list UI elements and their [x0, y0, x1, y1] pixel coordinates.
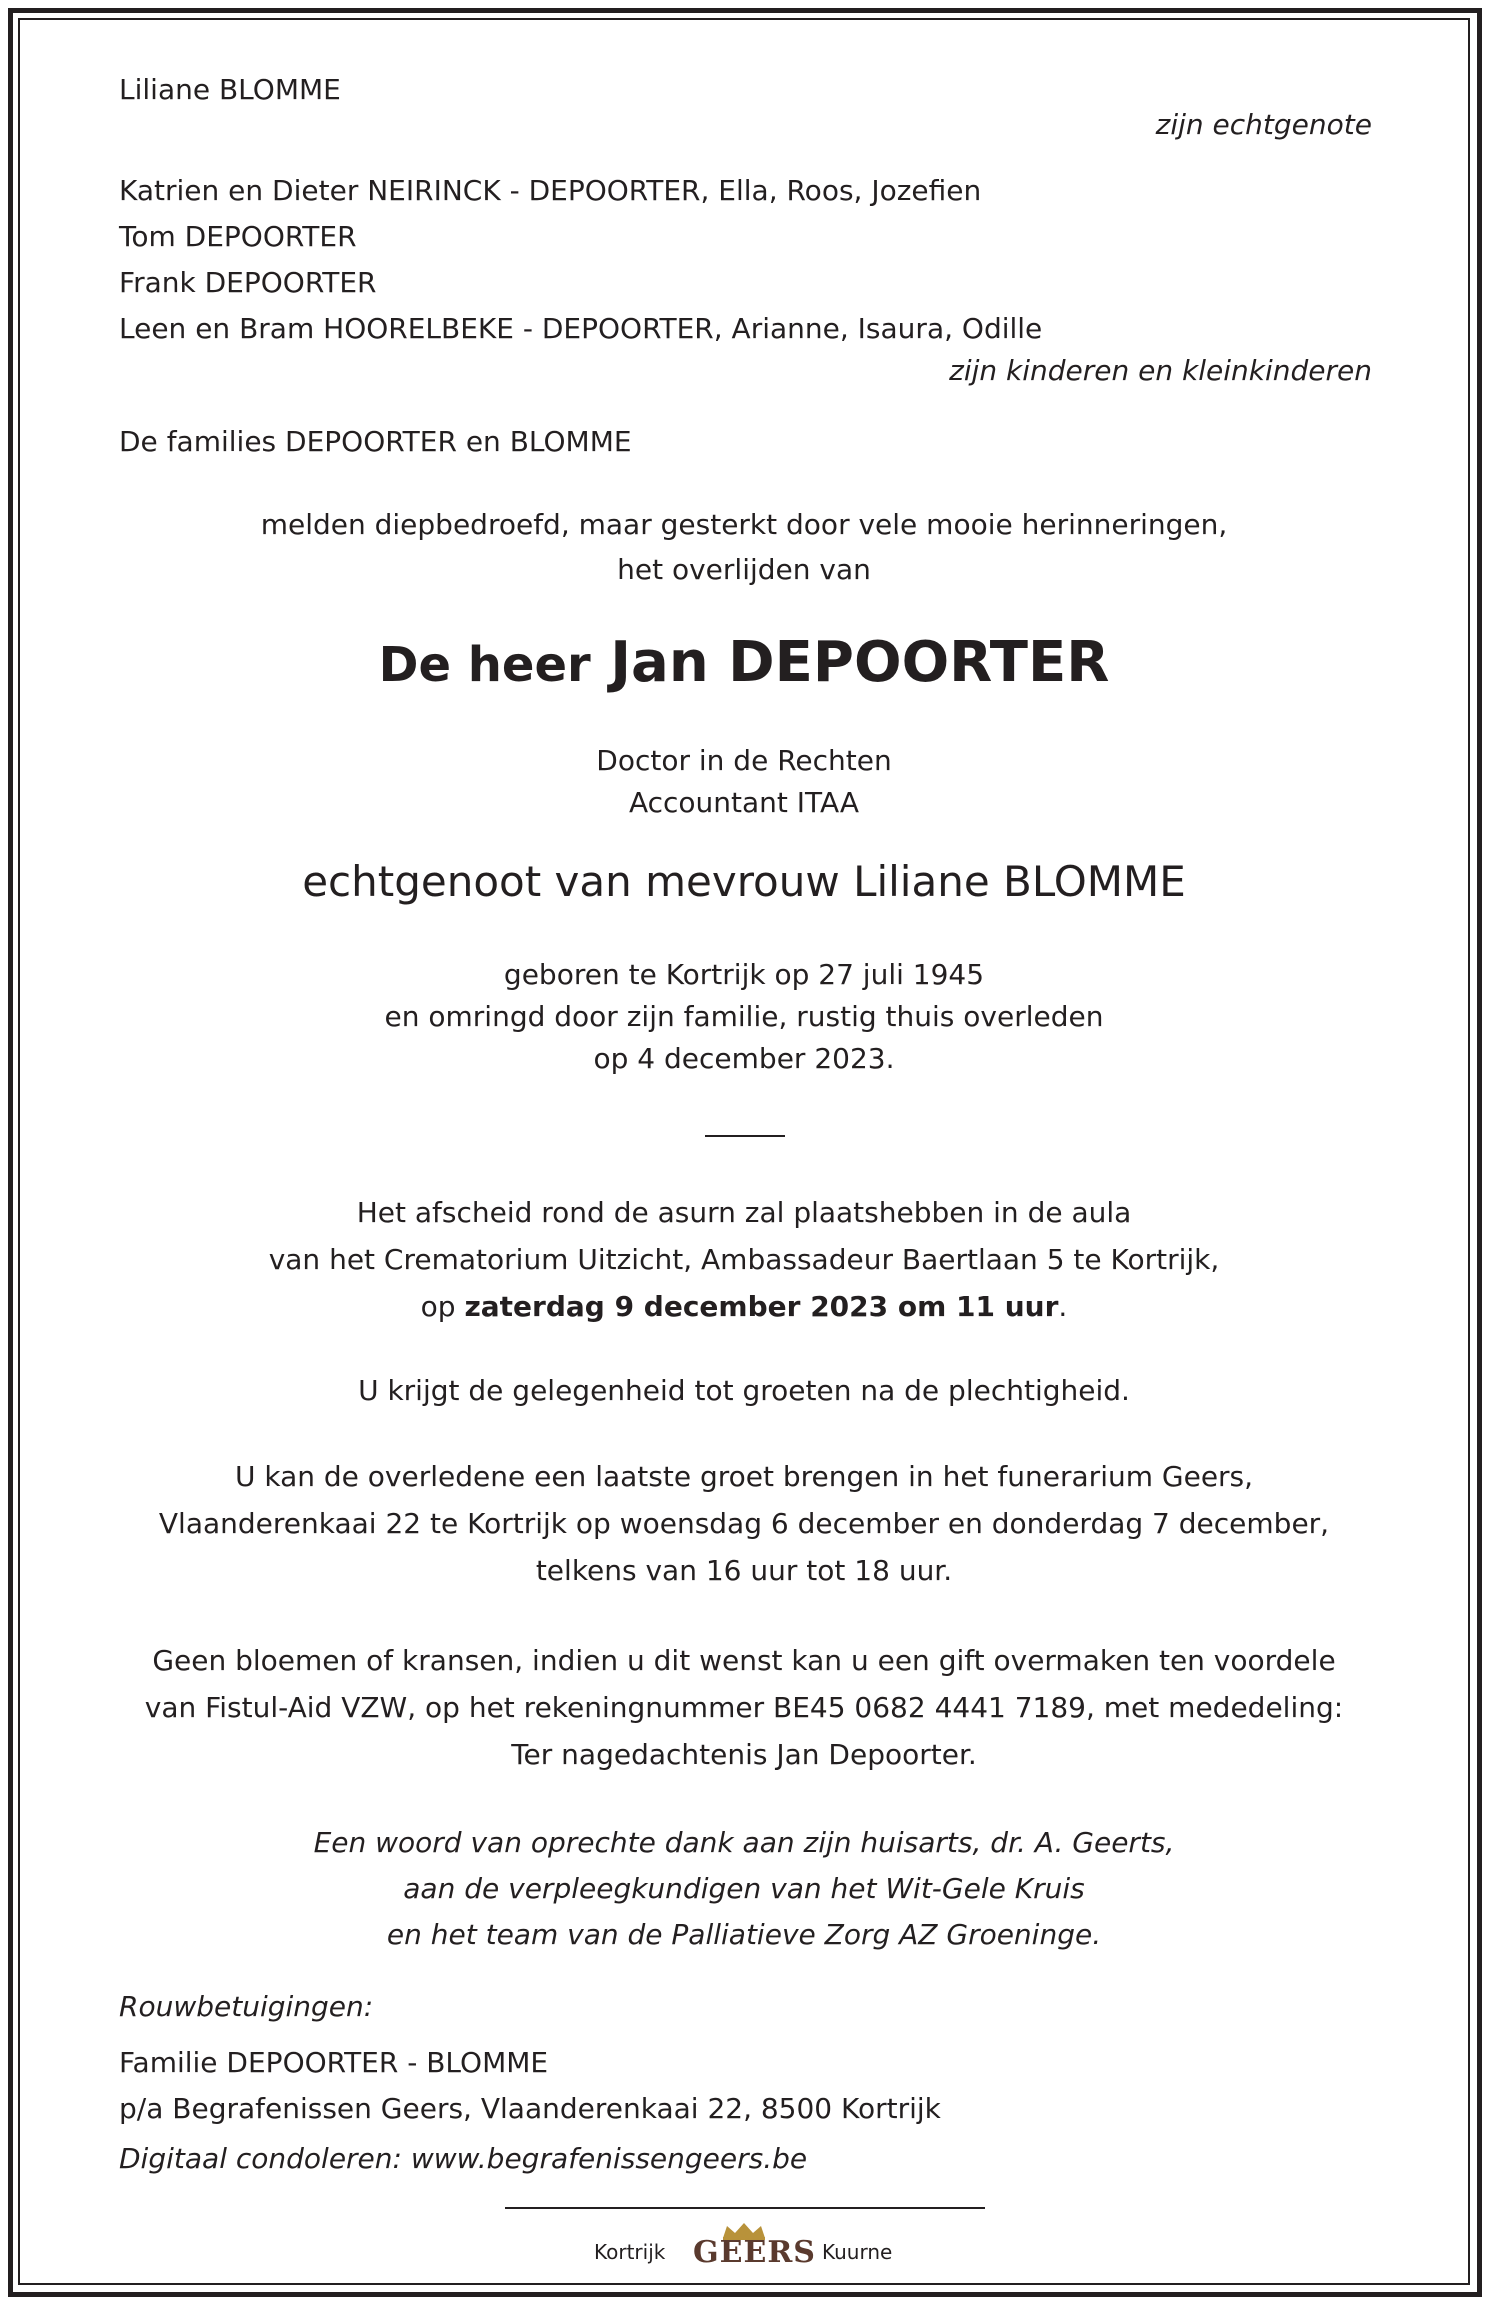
child-line: Leen en Bram HOORELBEKE - DEPOORTER, Arianne, Isaura, Odille [119, 312, 1043, 345]
geers-logo: GEERS [693, 2235, 816, 2270]
visitation-line: telkens van 16 uur tot 18 uur. [535, 1554, 953, 1587]
ceremony-date: zaterdag 9 december 2023 om 11 uur [464, 1290, 1059, 1323]
spouse-name: Liliane BLOMME [119, 73, 341, 106]
visitation-line: Vlaanderenkaai 22 te Kortrijk op woensdag 6 december en donderdag 7 december, [158, 1507, 1330, 1540]
thanks-line: Een woord van oprechte dank aan zijn huisarts, dr. A. Geerts, [313, 1826, 1175, 1859]
death-line: op 4 december 2023. [593, 1042, 895, 1075]
child-line: Tom DEPOORTER [119, 220, 357, 253]
ceremony-line: van het Crematorium Uitzicht, Ambassadeur Baertlaan 5 te Kortrijk, [268, 1243, 1220, 1276]
ceremony-line: Het afscheid rond de asurn zal plaatshebben in de aula [356, 1196, 1132, 1229]
child-line: Frank DEPOORTER [119, 266, 377, 299]
ceremony-date-prefix: op [420, 1290, 465, 1323]
ceremony-date-suffix: . [1058, 1290, 1068, 1323]
condolences-address: p/a Begrafenissen Geers, Vlaanderenkaai 22, 8500 Kortrijk [119, 2092, 941, 2125]
donation-line: Ter nagedachtenis Jan Depoorter. [511, 1738, 977, 1771]
children-role: zijn kinderen en kleinkinderen [949, 354, 1372, 387]
digital-condolences: Digitaal condoleren: www.begrafenissengeers.be [119, 2142, 808, 2175]
section-divider [705, 1135, 785, 1137]
spouse-role: zijn echtgenote [1155, 108, 1372, 141]
visitation-line: U kan de overledene een laatste groet brengen in het funerarium Geers, [234, 1460, 1254, 1493]
donation-line: van Fistul-Aid VZW, op het rekeningnummer BE45 0682 4441 7189, met mededeling: [144, 1691, 1344, 1724]
thanks-line: aan de verpleegkundigen van het Wit-Gele Kruis [403, 1872, 1085, 1905]
deceased-title: Doctor in de Rechten [596, 744, 892, 777]
announcement-line: melden diepbedroefd, maar gesterkt door vele mooie herinneringen, [260, 508, 1228, 541]
death-line: en omringd door zijn familie, rustig thuis overleden [384, 1000, 1104, 1033]
deceased-prefix: De heer [378, 637, 591, 693]
child-line: Katrien en Dieter NEIRINCK - DEPOORTER, Ella, Roos, Jozefien [119, 174, 982, 207]
announcement-line: het overlijden van [617, 553, 871, 586]
footer-location-right: Kuurne [822, 2240, 893, 2264]
deceased-name: Jan DEPOORTER [610, 630, 1110, 695]
deceased-heading [0, 630, 1488, 698]
donation-line: Geen bloemen of kransen, indien u dit wenst kan u een gift overmaken ten voordele [152, 1644, 1336, 1677]
birth-line: geboren te Kortrijk op 27 juli 1945 [503, 958, 985, 991]
condolences-name: Familie DEPOORTER - BLOMME [119, 2046, 549, 2079]
footer-rule [505, 2207, 985, 2209]
families-line: De families DEPOORTER en BLOMME [119, 425, 632, 458]
deceased-title: Accountant ITAA [628, 786, 860, 819]
greeting-line: U krijgt de gelegenheid tot groeten na de plechtigheid. [358, 1374, 1130, 1407]
condolences-heading: Rouwbetuigingen: [119, 1990, 374, 2023]
ceremony-date-line [0, 1290, 1488, 1324]
thanks-line: en het team van de Palliatieve Zorg AZ Groeninge. [386, 1918, 1102, 1951]
spouse-of: echtgenoot van mevrouw Liliane BLOMME [302, 857, 1186, 906]
footer-location-left: Kortrijk [594, 2240, 666, 2264]
